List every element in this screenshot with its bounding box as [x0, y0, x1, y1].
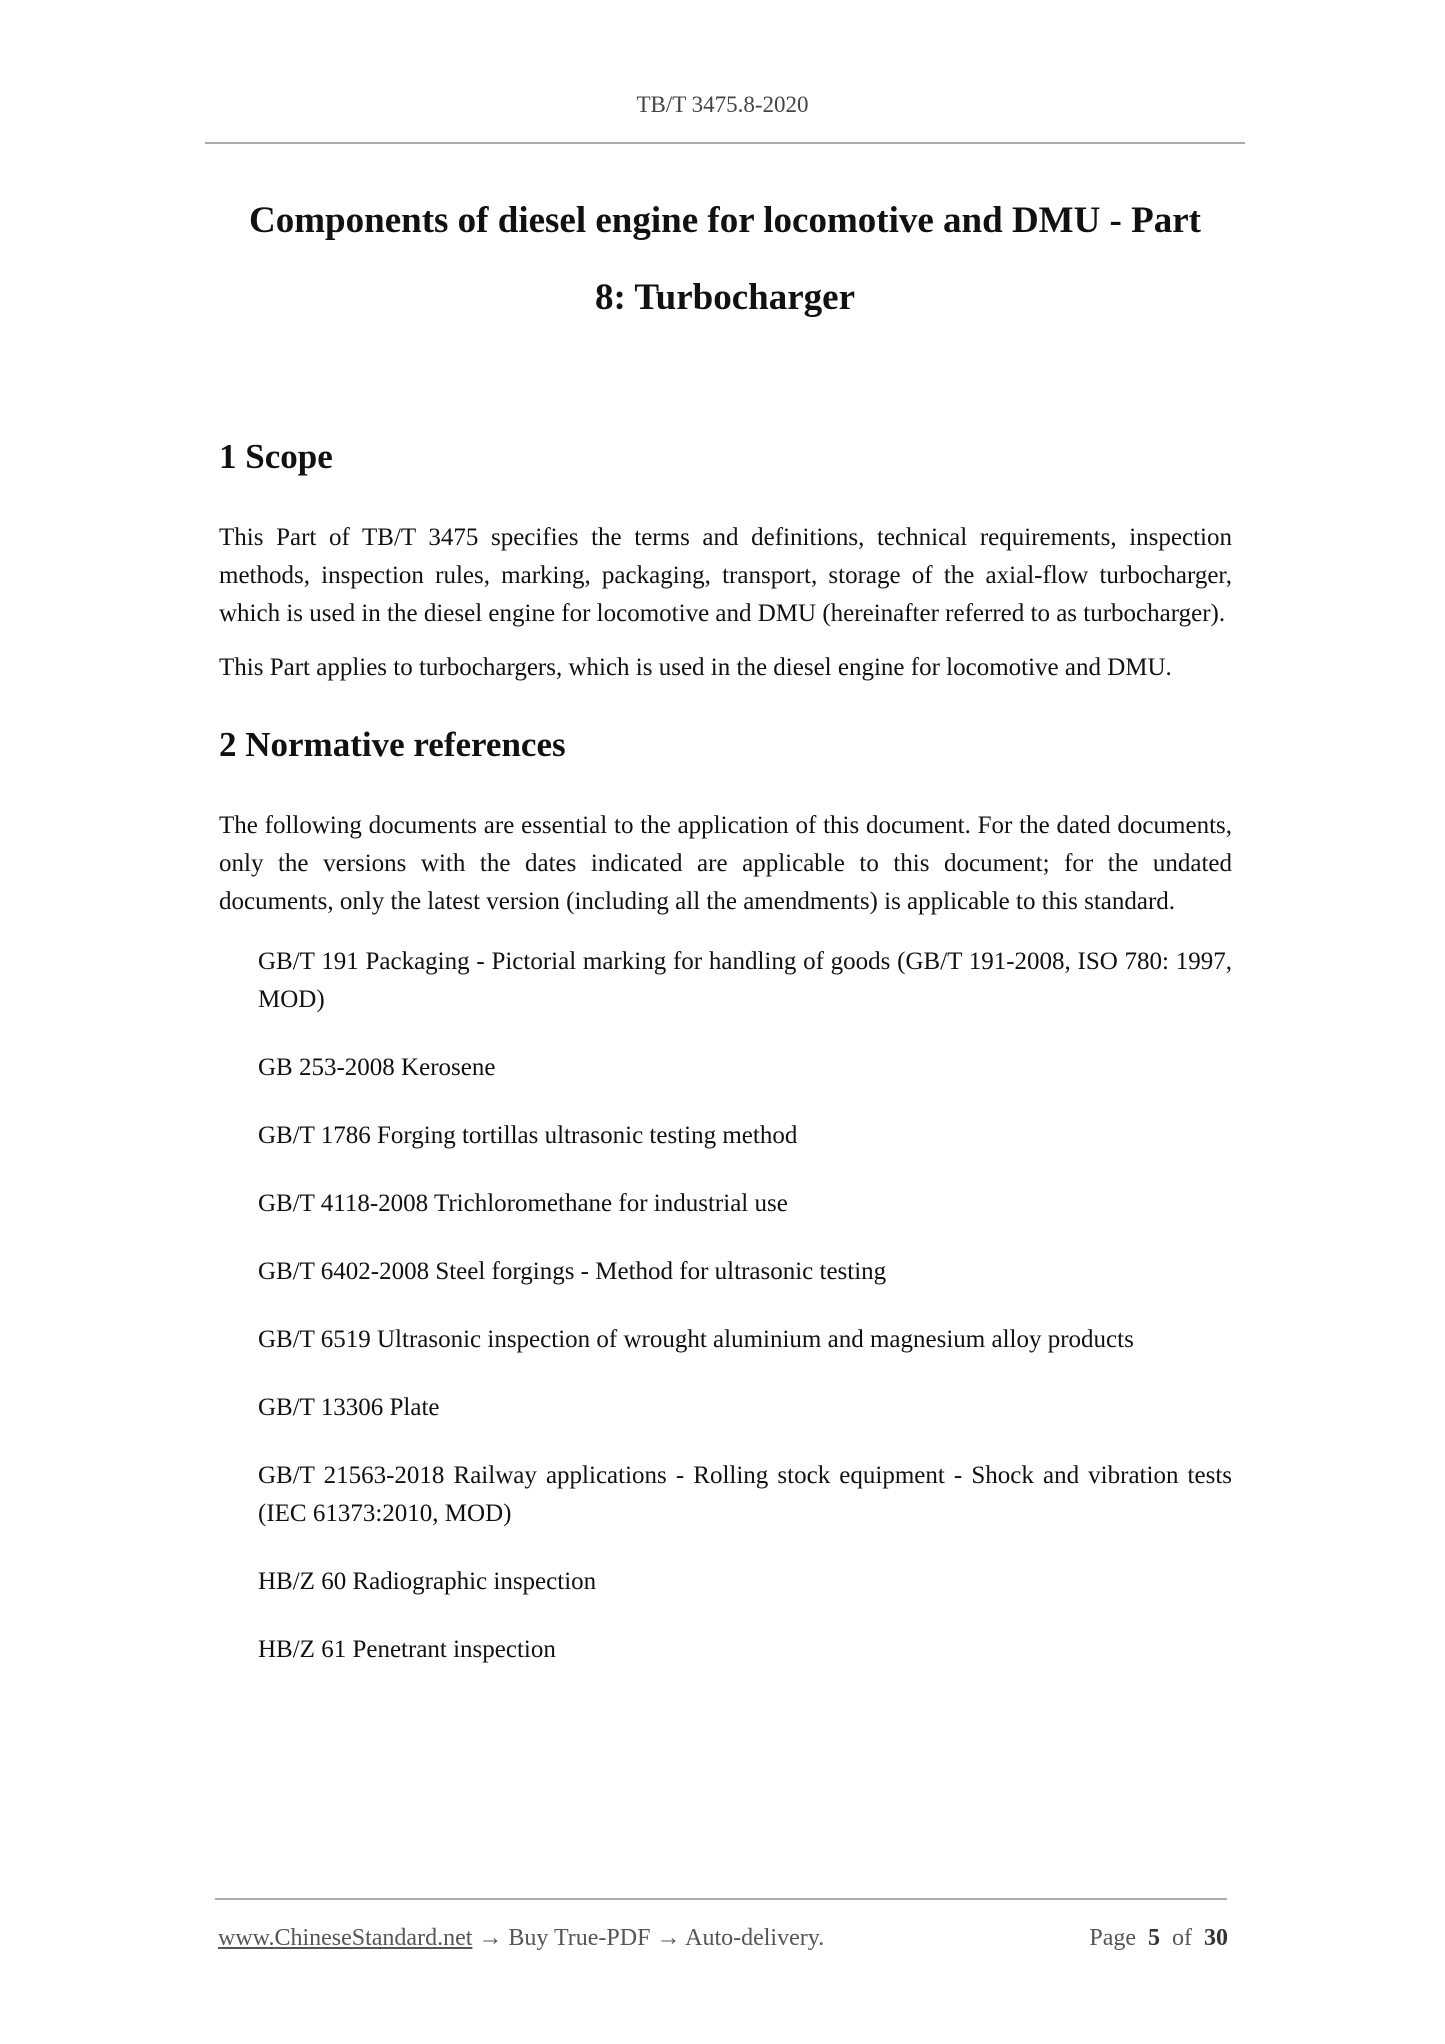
reference-item: GB/T 4118-2008 Trichloromethane for industrial use: [258, 1190, 788, 1217]
scope-paragraph-2: This Part applies to turbochargers, which is used in the diesel engine for locomotive and DMU.: [219, 654, 1172, 681]
page-indicator: [1089, 1925, 1228, 1952]
reference-item: GB/T 13306 Plate: [258, 1394, 440, 1421]
title-line-1: Components of diesel engine for locomotive and DMU - Part: [249, 200, 1201, 241]
section-normative-references: [219, 723, 1232, 1669]
running-header: TB/T 3475.8-2020: [636, 92, 809, 117]
of-label: of: [1172, 1925, 1192, 1951]
reference-item: GB/T 6519 Ultrasonic inspection of wrought aluminium and magnesium alloy products: [258, 1326, 1134, 1353]
reference-item: HB/Z 60 Radiographic inspection: [258, 1568, 597, 1595]
page-footer: [218, 1925, 1228, 1952]
footer-promo: [218, 1925, 824, 1952]
section-heading-scope: 1 Scope: [219, 437, 333, 476]
reference-item: HB/Z 61 Penetrant inspection: [258, 1636, 556, 1663]
page-label: Page: [1089, 1925, 1136, 1951]
section-scope: [219, 435, 1232, 687]
page-total: 30: [1204, 1925, 1228, 1951]
document-title: [200, 182, 1250, 336]
reference-item: GB/T 6402-2008 Steel forgings - Method for ultrasonic testing: [258, 1258, 887, 1285]
reference-list: [258, 943, 1232, 1669]
document-body: [219, 435, 1232, 1699]
page-current: 5: [1148, 1925, 1160, 1951]
reference-item: GB 253-2008 Kerosene: [258, 1054, 496, 1081]
footer-divider: [215, 1898, 1227, 1900]
reference-item: GB/T 191 Packaging - Pictorial marking for handling of goods (GB/T 191-2008, ISO 780: 1997, MOD): [258, 948, 1232, 1013]
normative-intro-paragraph: The following documents are essential to the application of this document. For the dated documents, only the versions with the dates indicated are applicable to this document; for the undated documents, only the latest version (including all the amendments) is applicable to this standard.: [219, 812, 1232, 915]
section-heading-normative-references: 2 Normative references: [219, 725, 566, 764]
scope-paragraph-1: This Part of TB/T 3475 specifies the terms and definitions, technical requirements, inspection methods, inspection rules, marking, packaging, transport, storage of the axial-flow turbocharger, which is used in the diesel engine for locomotive and DMU (hereinafter referred to as turbocharger).: [219, 524, 1232, 627]
header-divider: [205, 142, 1245, 144]
reference-item: GB/T 1786 Forging tortillas ultrasonic testing method: [258, 1122, 798, 1149]
promo-text: → Buy True-PDF → Auto-delivery.: [472, 1925, 825, 1951]
reference-item: GB/T 21563-2018 Railway applications - Rolling stock equipment - Shock and vibration tests (IEC 61373:2010, MOD): [258, 1462, 1232, 1527]
website-link[interactable]: www.ChineseStandard.net: [218, 1925, 473, 1951]
title-line-2: 8: Turbocharger: [594, 277, 856, 318]
